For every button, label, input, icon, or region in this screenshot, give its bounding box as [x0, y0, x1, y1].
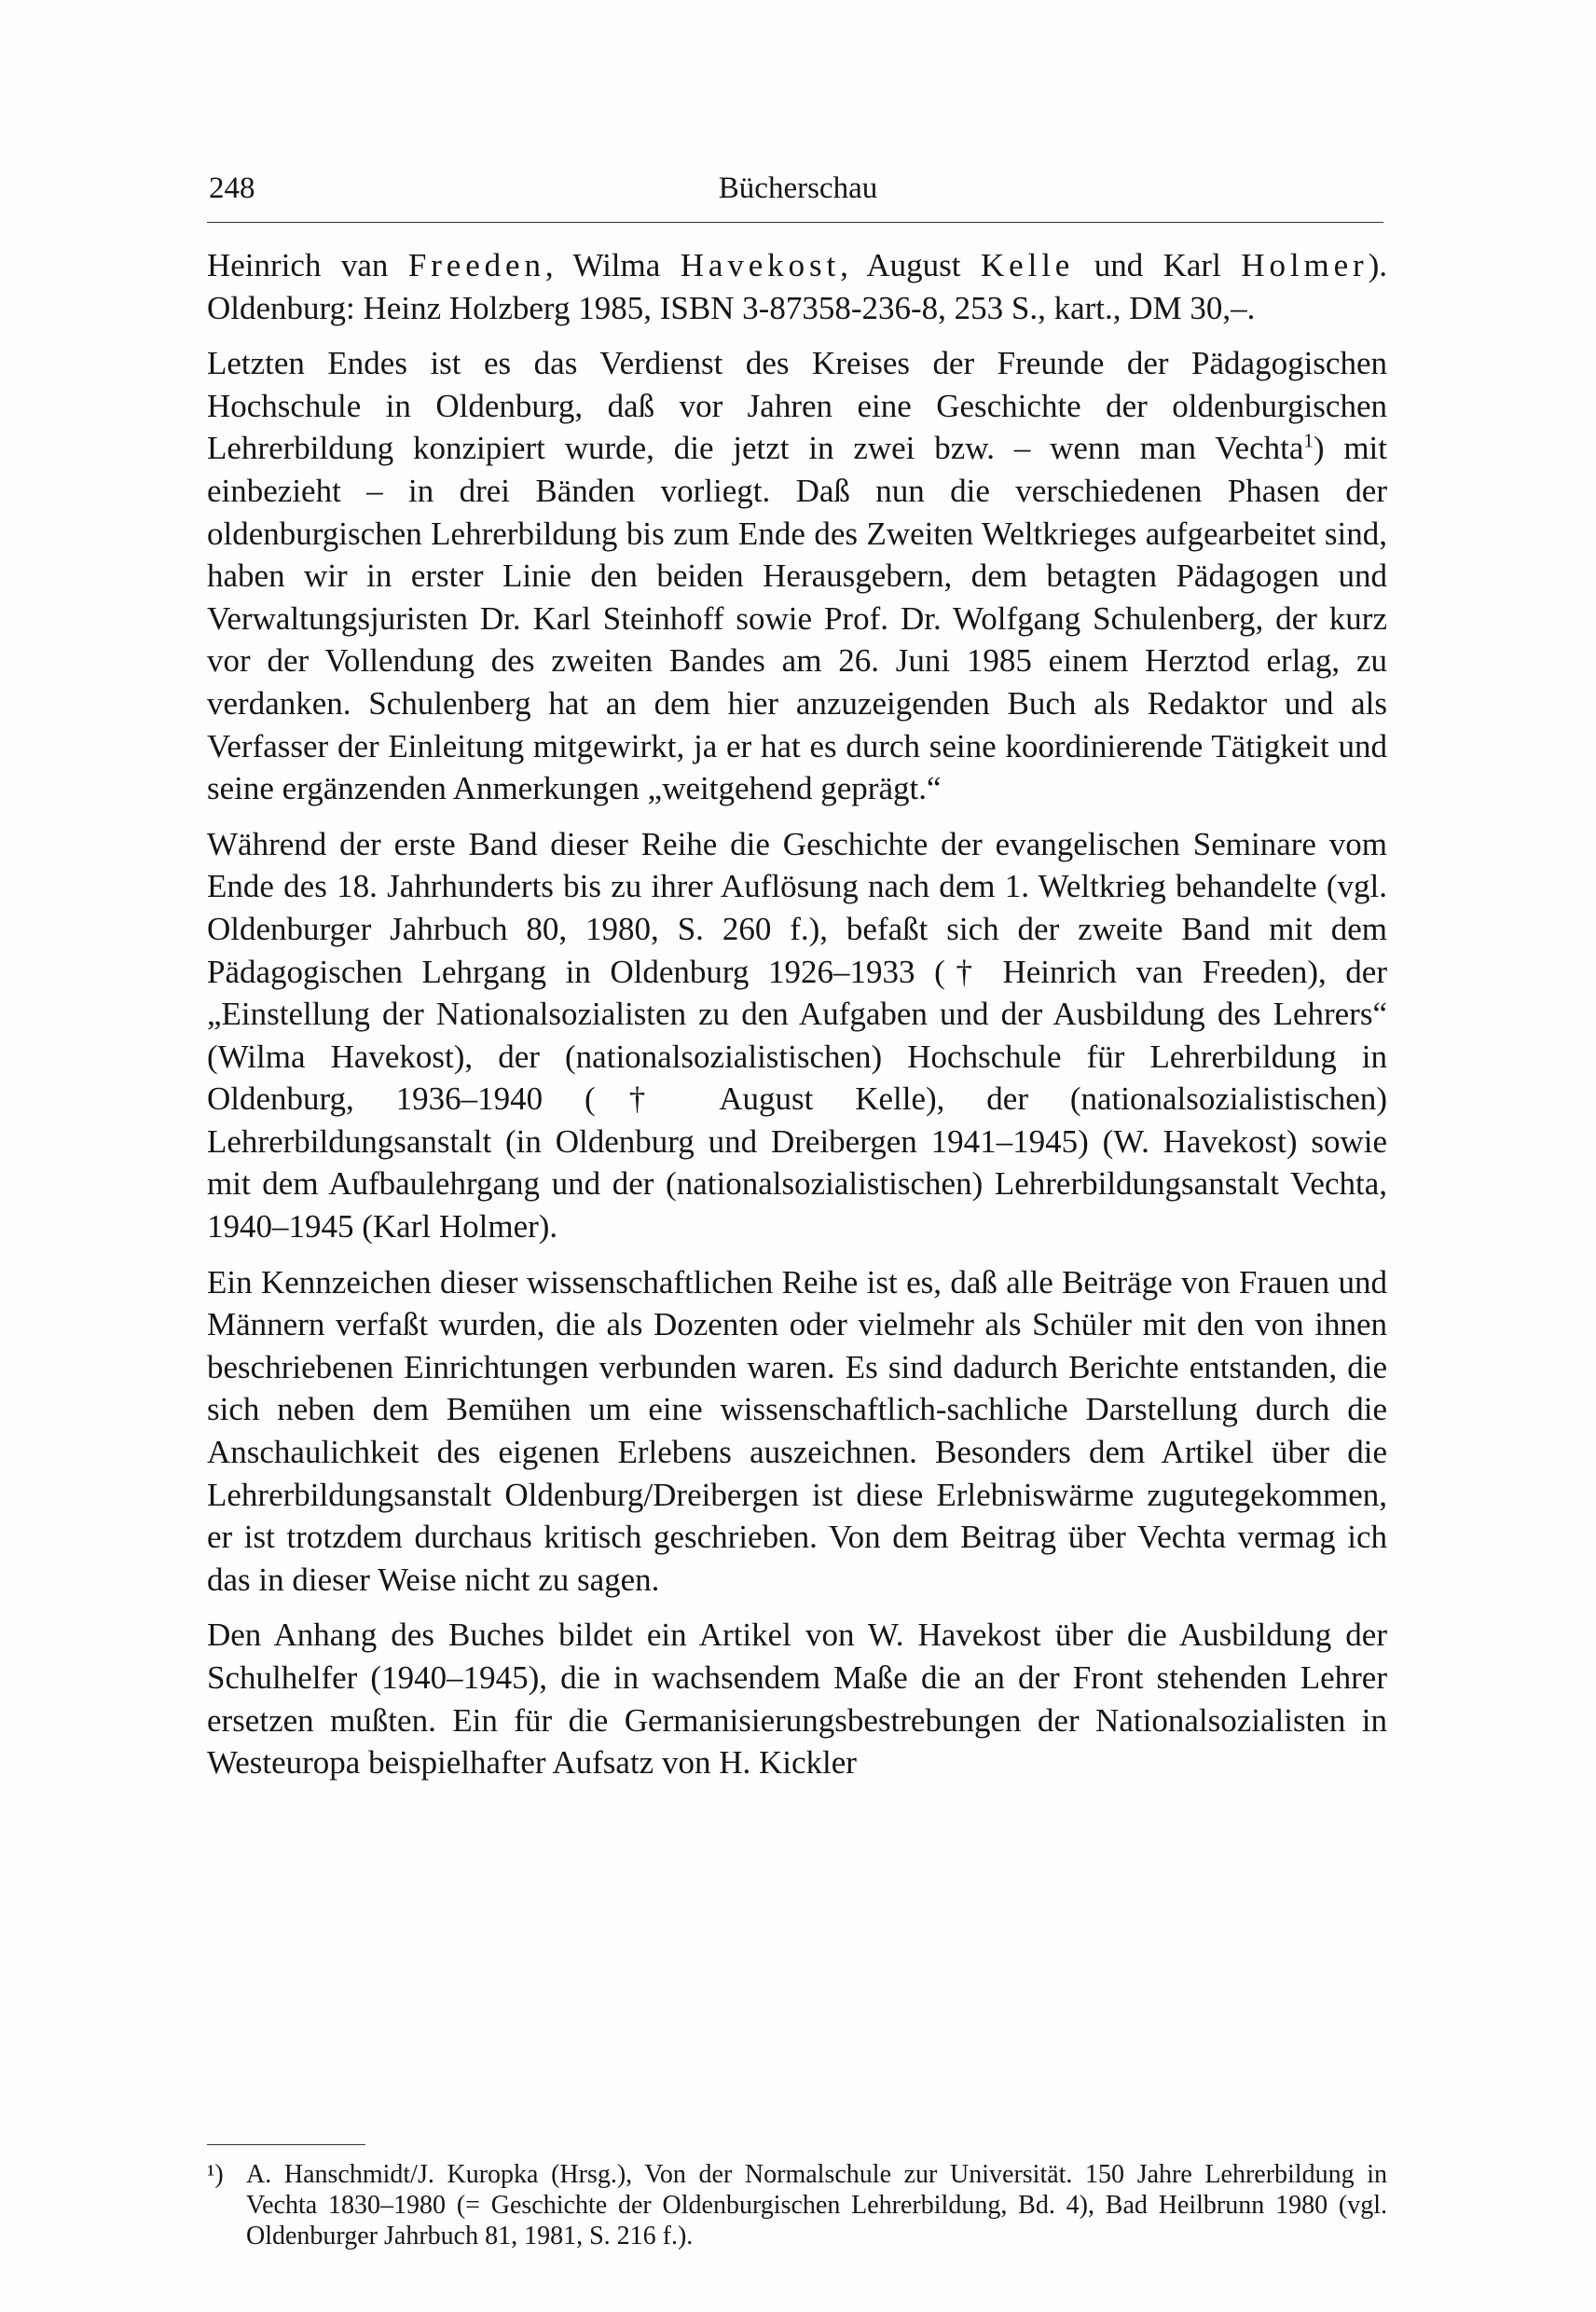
intro-text-3: , August	[840, 247, 981, 283]
intro-text-5: ). Oldenburg: Heinz Holzberg 1985, ISBN 3-87358-236-8, 253 S., kart., DM 30,–.	[207, 247, 1387, 326]
page-number: 248	[209, 172, 255, 205]
footnote-reference: 1	[1303, 429, 1314, 452]
paragraph-1-part-a: Letzten Endes ist es das Verdienst des Kreises der Freunde der Pädagogischen Hochschule in Oldenburg, daß vor Jahren eine Geschichte der oldenburgischen Lehrerbildung konzipiert wurde, die jetzt in zwei bzw. – wenn man Vechta	[207, 345, 1387, 467]
author-kelle: Kelle	[980, 247, 1075, 283]
footnote-text: A. Hanschmidt/J. Kuropka (Hrsg.), Von der Normalschule zur Universität. 150 Jahre Lehrerbildung in Vechta 1830–1980 (= Geschichte der Oldenburgischen Lehrerbildung, Bd. 4), Bad Heilbrunn 1980 (vgl. Oldenburger Jahrbuch 81, 1981, S. 216 f.).	[246, 2160, 1387, 2250]
footnote-rule	[207, 2144, 365, 2145]
author-holmer: Holmer	[1241, 247, 1369, 283]
author-havekost: Havekost	[680, 247, 841, 283]
bibliographic-entry	[207, 244, 1387, 329]
footnote-mark: ¹)	[207, 2160, 224, 2189]
intro-text-2: , Wilma	[544, 247, 681, 283]
header-rule	[207, 222, 1383, 223]
running-head: Bücherschau	[718, 172, 878, 205]
paragraph-3: Ein Kennzeichen dieser wissenschaftlichen Reihe ist es, daß alle Beiträge von Frauen und Männern verfaßt wurden, die als Dozenten oder vielmehr als Schüler mit den von ihnen beschriebenen Einrichtungen verbunden waren. Es sind dadurch Berichte entstanden, die sich neben dem Bemühen um eine wissenschaftlich-sachliche Darstellung durch die Anschaulichkeit des eigenen Erlebens auszeichnen. Besonders dem Artikel über die Lehrerbildungsanstalt Oldenburg/Dreibergen ist diese Erlebniswärme zugutegekommen, er ist trotzdem durchaus kritisch geschrieben. Von dem Beitrag über Vechta vermag ich das in dieser Weise nicht zu sagen.	[207, 1263, 1387, 1598]
paragraph-1	[207, 342, 1387, 810]
paragraph-4: Den Anhang des Buches bildet ein Artikel von W. Havekost über die Ausbildung der Schulhelfer (1940–1945), die in wachsendem Maße die an der Front stehenden Lehrer ersetzen mußten. Ein für die Germanisierungsbestrebungen der Nationalsozialisten in Westeuropa beispielhafter Aufsatz von H. Kickler	[207, 1617, 1387, 1782]
page-header	[207, 166, 1389, 211]
paragraph-2: Während der erste Band dieser Reihe die Geschichte der evangelischen Seminare vom Ende des 18. Jahrhunderts bis zu ihrer Auflösung nach dem 1. Weltkrieg behandelte (vgl. Oldenburger Jahrbuch 80, 1980, S. 260 f.), befaßt sich der zweite Band mit dem Pädagogischen Lehrgang in Oldenburg 1926–1933 († Heinrich van Freeden), der „Einstellung der Nationalsozialisten zu den Aufgaben und der Ausbildung des Lehrers“ (Wilma Havekost), der (nationalsozialistischen) Hochschule für Lehrerbildung in Oldenburg, 1936–1940 († August Kelle), der (nationalsozialistischen) Lehrerbildungsanstalt (in Oldenburg und Dreibergen 1941–1945) (W. Havekost) sowie mit dem Aufbaulehrgang und der (nationalsozialistischen) Lehrerbildungsanstalt Vechta, 1940–1945 (Karl Holmer).	[207, 825, 1387, 1245]
author-freeden: Freeden	[407, 247, 545, 283]
intro-text-1: Heinrich van	[207, 247, 408, 283]
footnotes	[207, 2159, 1387, 2251]
paragraph-1-part-b: ) mit einbezieht – in drei Bänden vorliegt. Daß nun die verschiedenen Phasen der oldenburgischen Lehrerbildung bis zum Ende des Zweiten Weltkrieges aufgearbeitet sind, haben wir in erster Linie den beiden Herausgebern, dem betagten Pädagogen und Verwaltungsjuristen Dr. Karl Steinhoff sowie Prof. Dr. Wolfgang Schulenberg, der kurz vor der Vollendung des zweiten Bandes am 26. Juni 1985 einem Herztod erlag, zu verdanken. Schulenberg hat an dem hier anzuzeigenden Buch als Redaktor und als Verfasser der Einleitung mitgewirkt, ja er hat es durch seine koordinierende Tätigkeit und seine ergänzenden Anmerkungen „weitgehend geprägt.“	[207, 430, 1387, 807]
intro-text-4: und Karl	[1074, 247, 1242, 283]
footnote-1	[207, 2159, 1387, 2251]
review-body	[207, 244, 1387, 1784]
book-page	[207, 166, 1389, 2273]
